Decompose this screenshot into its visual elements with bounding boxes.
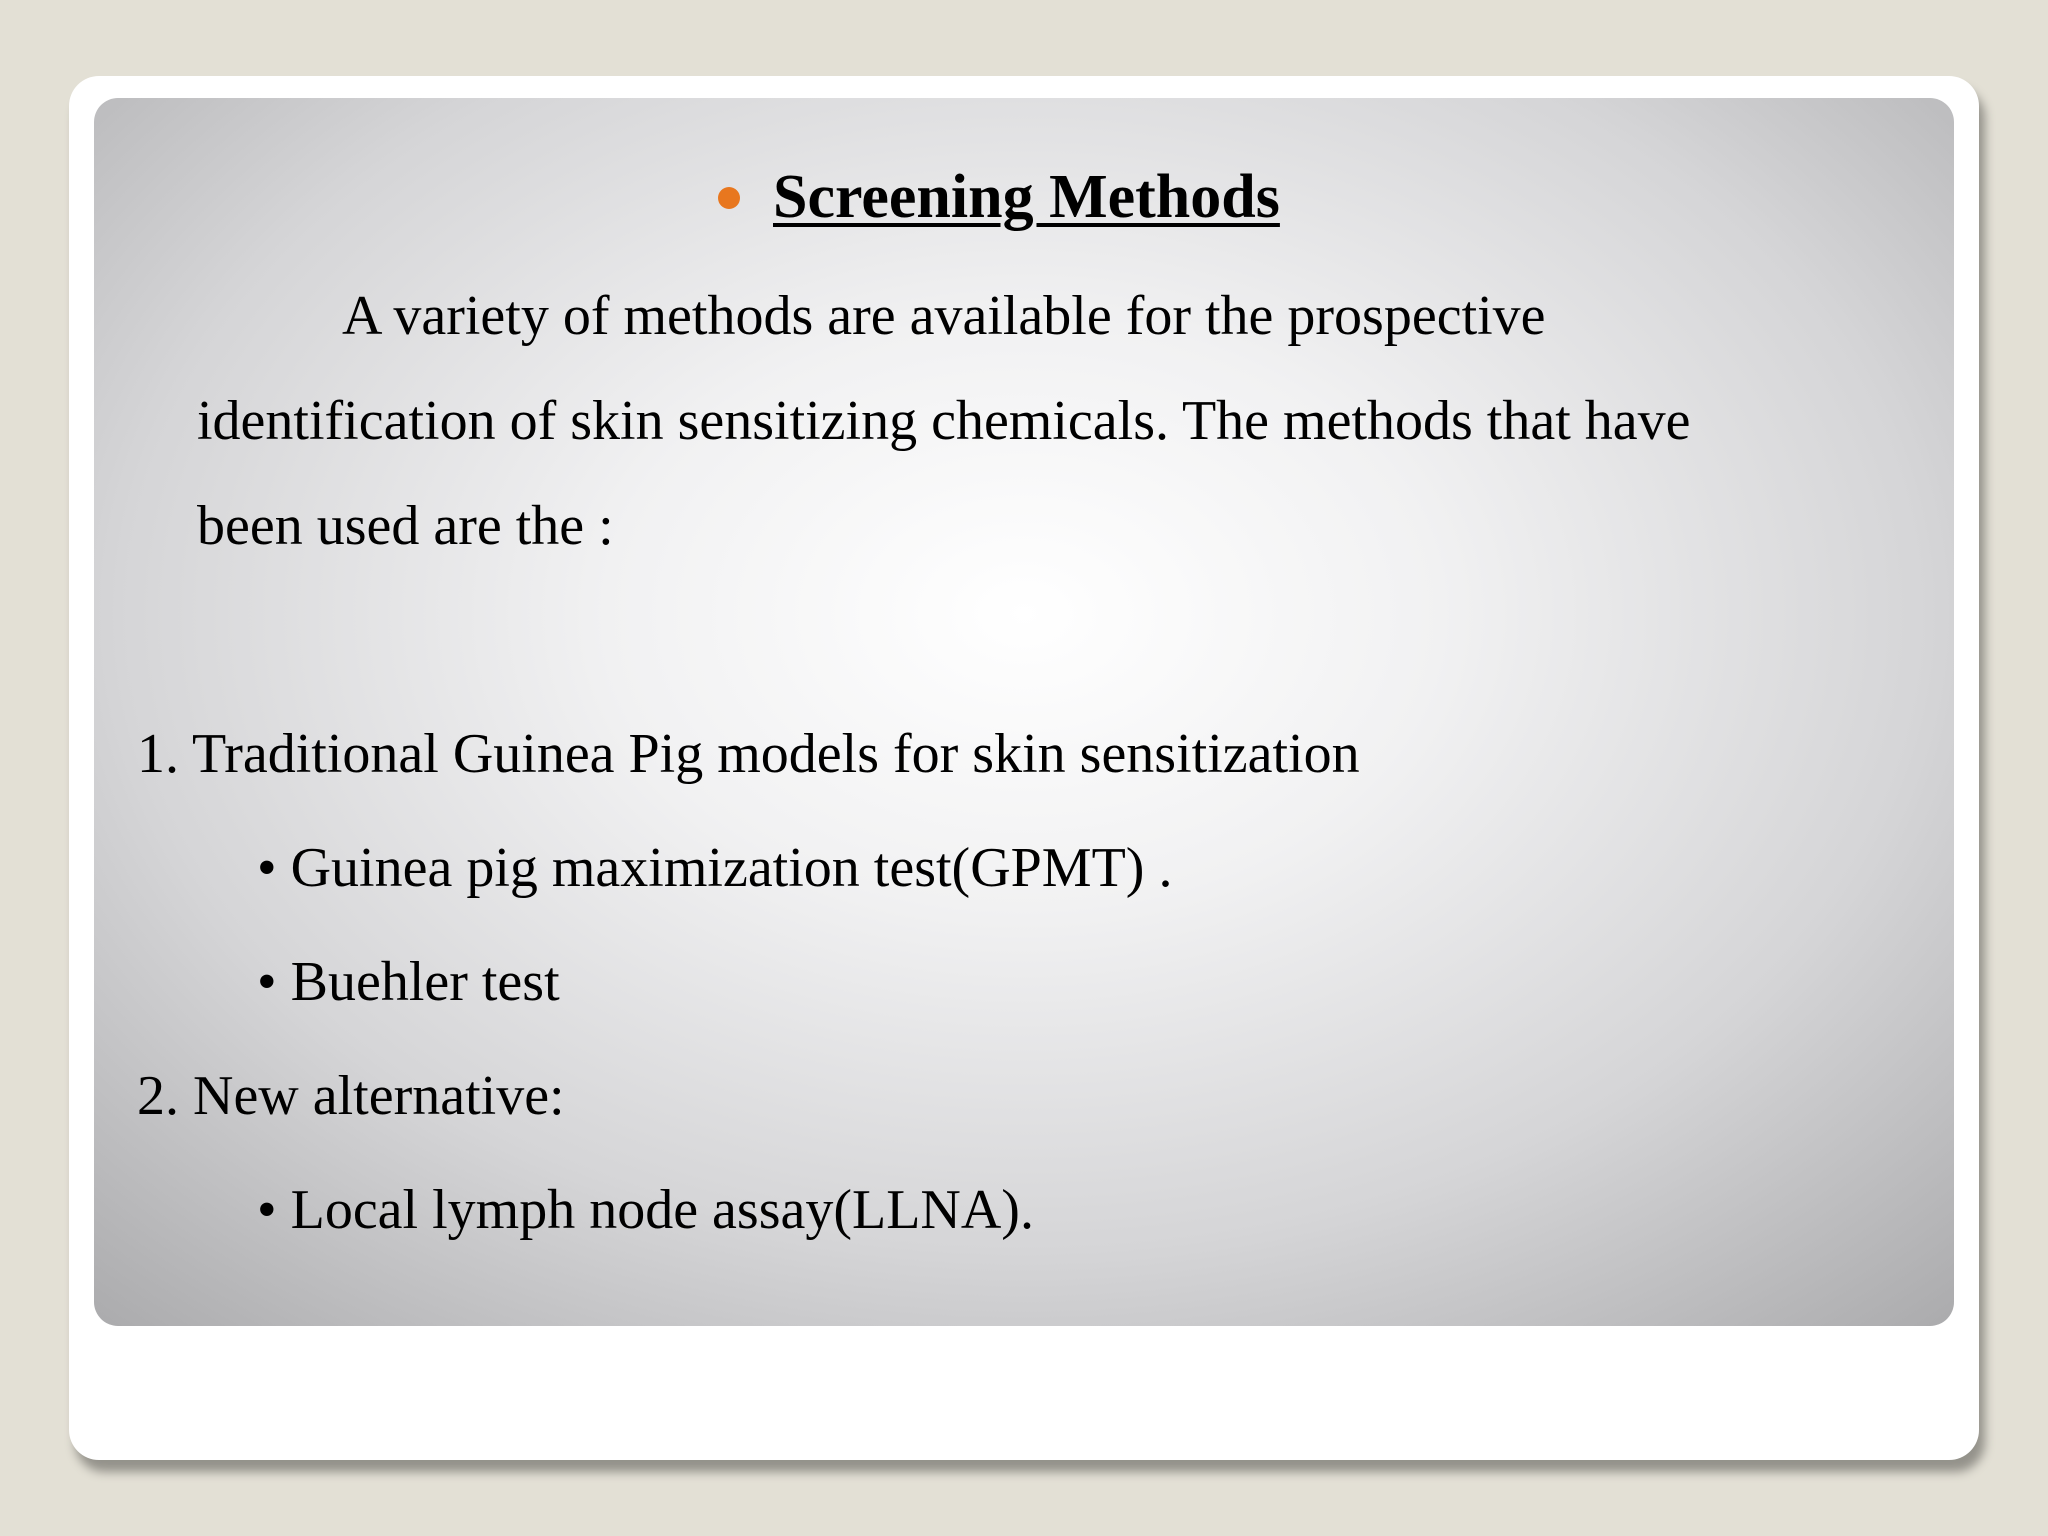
method-item-llna: • Local lymph node assay(LLNA). <box>257 1179 1034 1241</box>
intro-line-2: identification of skin sensitizing chemicals. The methods that have <box>197 390 1691 452</box>
intro-line-1: A variety of methods are available for the prospective <box>342 285 1546 347</box>
content-panel <box>94 98 1954 1326</box>
title-bullet-icon <box>718 187 740 209</box>
method-group-traditional: 1. Traditional Guinea Pig models for skin sensitization <box>137 723 1360 785</box>
intro-line-3: been used are the : <box>197 495 614 557</box>
method-item-gpmt: • Guinea pig maximization test(GPMT) . <box>257 837 1173 899</box>
method-group-alternative: 2. New alternative: <box>137 1065 565 1127</box>
slide-title: Screening Methods <box>773 163 1280 231</box>
method-item-buehler: • Buehler test <box>257 951 560 1013</box>
